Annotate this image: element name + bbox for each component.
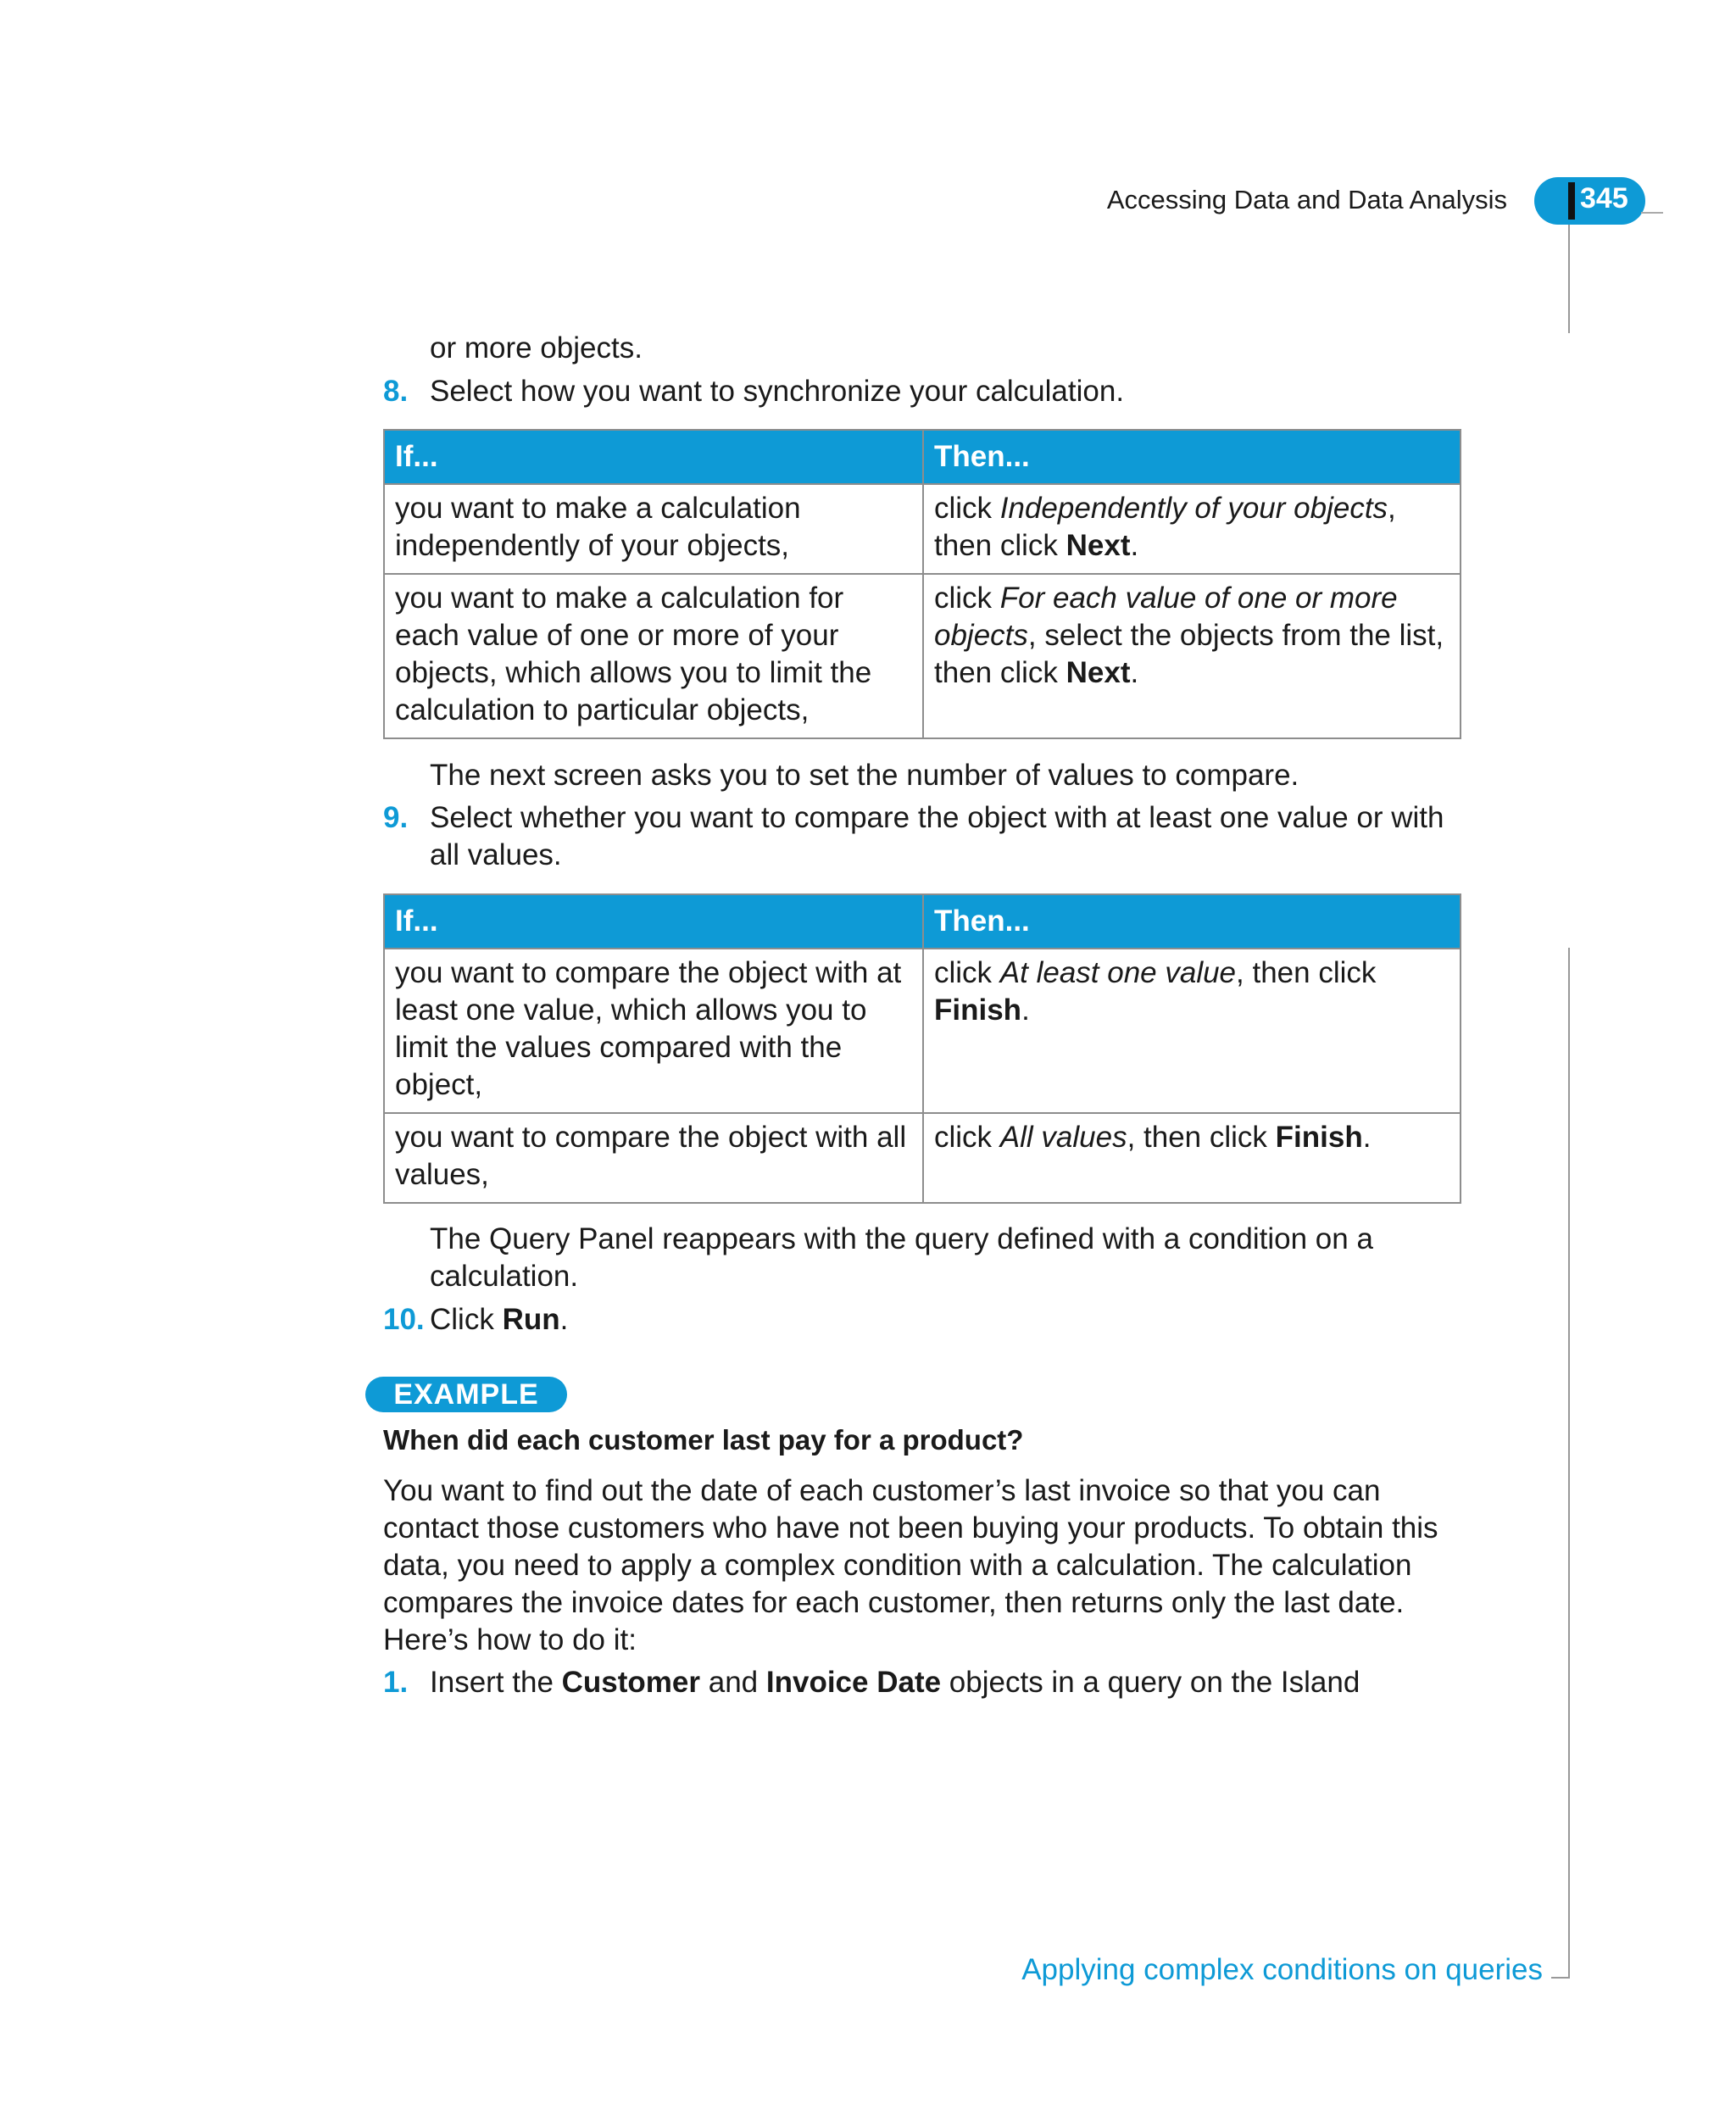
example-body: You want to find out the date of each customer’s last invoice so that you can contact those customers who have not been buying your products. To obtain this data, you need to apply a complex condition with a calculation. The calculation compares the invoice dates for each customer, then returns only the last date. Here’s how to do it: (383, 1474, 1438, 1656)
step-text: Select whether you want to compare the object with at least one value or with all values. (430, 801, 1444, 871)
option-label: All values (999, 1121, 1127, 1154)
table-cell-if: you want to compare the object with at least one value, which allows you to limit the values compared with the object, (384, 949, 923, 1113)
table-row (384, 574, 1461, 738)
table-cell-then: click Independently of your objects, then click Next. (923, 484, 1461, 574)
table-header-row (384, 894, 1461, 949)
object-name: Customer (561, 1666, 701, 1699)
step-number: 1. (383, 1666, 409, 1699)
table-row (384, 484, 1461, 574)
margin-rule-bottom (1568, 948, 1570, 1979)
table-row (384, 1113, 1461, 1203)
object-name: Invoice Date (765, 1666, 942, 1699)
table-cell-then: click All values, then click Finish. (923, 1113, 1461, 1203)
header-rule (1641, 212, 1663, 214)
note-text: The Query Panel reappears with the query defined with a condition on a calculation. (430, 1222, 1373, 1293)
button-name: Next (1066, 529, 1131, 562)
table-header-then: Then... (923, 894, 1461, 949)
button-name: Finish (1275, 1121, 1363, 1154)
table-cell-if: you want to make a calculation independently of your objects, (384, 484, 923, 574)
table-header-if: If... (384, 894, 923, 949)
button-name: Run (502, 1303, 560, 1336)
step-number: 9. (383, 801, 409, 834)
option-label: At least one value (999, 956, 1237, 989)
page-number: 345 (1580, 182, 1628, 214)
margin-rule-top (1568, 225, 1570, 333)
step-text: Select how you want to synchronize your calculation. (430, 375, 1125, 408)
table-cell-then: click At least one value, then click Finish. (923, 949, 1461, 1113)
running-footer: Applying complex conditions on queries (1021, 1953, 1543, 1986)
footer-rule (1551, 1977, 1570, 1979)
step-number: 10. (383, 1303, 425, 1336)
table-cell-then: click For each value of one or more objects, select the objects from the list, then click Next. (923, 574, 1461, 738)
example-heading: When did each customer last pay for a product? (383, 1424, 1024, 1456)
step-text: Insert the Customer and Invoice Date objects in a query on the Island (430, 1666, 1360, 1699)
table-header-if: If... (384, 430, 923, 484)
option-label: Independently of your objects (999, 492, 1388, 525)
table-header-then: Then... (923, 430, 1461, 484)
table-header-row (384, 430, 1461, 484)
continuation-text: or more objects. (430, 331, 643, 365)
button-name: Finish (934, 994, 1022, 1027)
table-row (384, 949, 1461, 1113)
step-text: Click Run. (430, 1303, 569, 1336)
running-header: Accessing Data and Data Analysis (1106, 185, 1507, 214)
options-table-compare (383, 893, 1461, 1204)
badge-bar (1568, 182, 1575, 220)
example-label: EXAMPLE (365, 1377, 567, 1412)
options-table-sync (383, 429, 1461, 739)
button-name: Next (1066, 656, 1131, 689)
note-text: The next screen asks you to set the number of values to compare. (430, 759, 1299, 792)
table-cell-if: you want to compare the object with all values, (384, 1113, 923, 1203)
step-number: 8. (383, 375, 409, 408)
page-number-badge (1534, 177, 1645, 225)
option-label: For each value of one or more objects (934, 582, 1398, 652)
table-cell-if: you want to make a calculation for each value of one or more of your objects, which allows you to limit the calculation to particular objects, (384, 574, 923, 738)
